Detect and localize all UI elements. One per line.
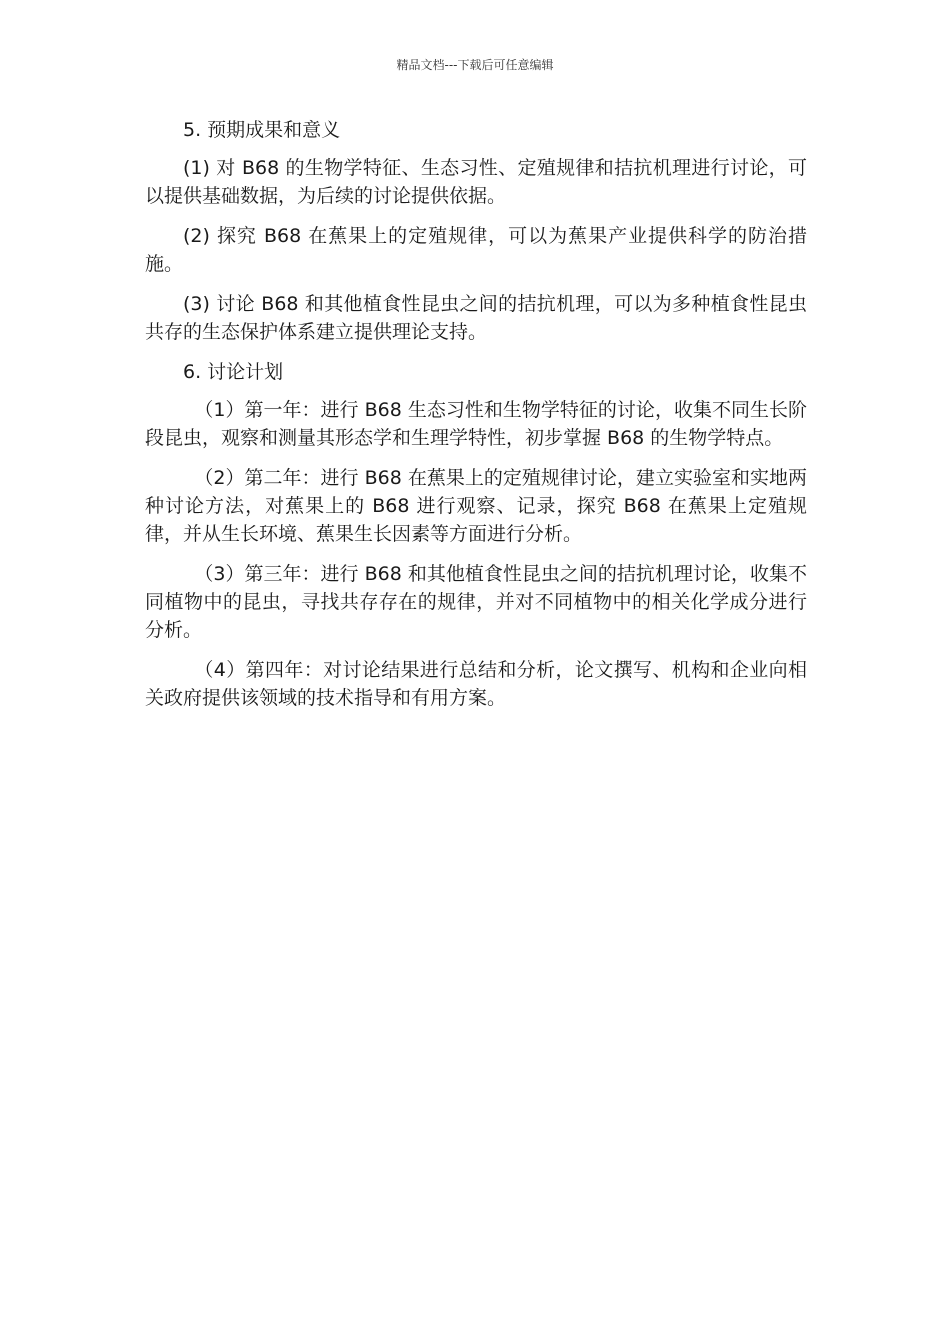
section-6-item-2: （2）第二年：进行 B68 在蕉果上的定殖规律讨论，建立实验室和实地两种讨论方法，对蕉果上的 B68 进行观察、记录，探究 B68 在蕉果上定殖规律，并从生长环境、蕉果生长因素等方面进行分析。 <box>145 467 807 545</box>
page-header: 精品文档---下载后可任意编辑 <box>396 58 554 72</box>
section-6-item-3: （3）第三年：进行 B68 和其他植食性昆虫之间的拮抗机理讨论，收集不同植物中的昆虫，寻找共存存在的规律，并对不同植物中的相关化学成分进行分析。 <box>145 563 807 641</box>
section-5-heading: 5. 预期成果和意义 <box>183 119 341 141</box>
section-6-item-1: （1）第一年：进行 B68 生态习性和生物学特征的讨论，收集不同生长阶段昆虫，观察和测量其形态学和生理学特性，初步掌握 B68 的生物学特点。 <box>145 399 807 449</box>
section-6-heading: 6. 讨论计划 <box>183 361 284 383</box>
section-5-item-3: (3) 讨论 B68 和其他植食性昆虫之间的拮抗机理，可以为多种植食性昆虫共存的生态保护体系建立提供理论支持。 <box>145 293 807 343</box>
section-5-item-2: (2) 探究 B68 在蕉果上的定殖规律，可以为蕉果产业提供科学的防治措施。 <box>145 225 807 275</box>
section-5-item-1: (1) 对 B68 的生物学特征、生态习性、定殖规律和拮抗机理进行讨论，可以提供基础数据，为后续的讨论提供依据。 <box>145 157 807 207</box>
document-body <box>145 116 807 724</box>
section-6-item-4: （4）第四年：对讨论结果进行总结和分析，论文撰写、机构和企业向相关政府提供该领域的技术指导和有用方案。 <box>145 659 807 709</box>
